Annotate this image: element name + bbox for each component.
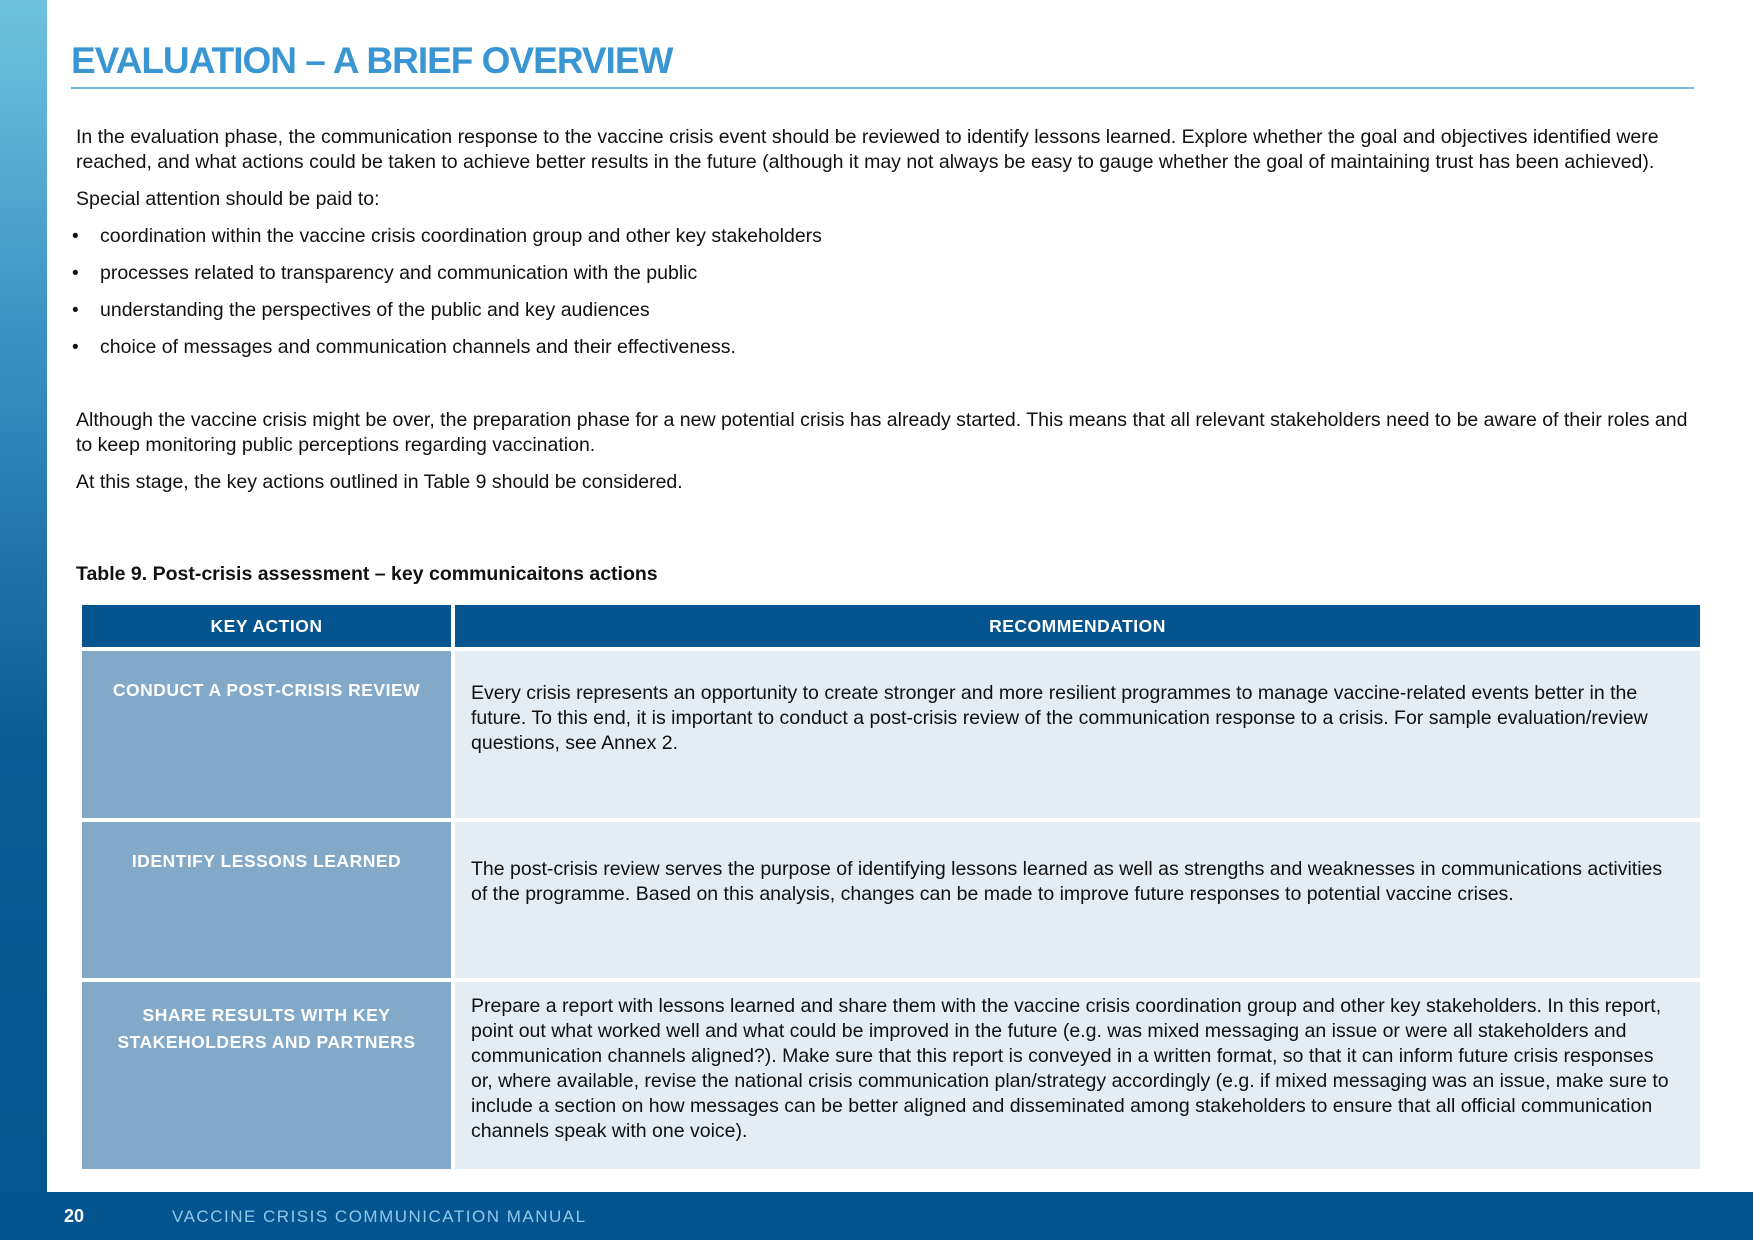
table-row [82, 651, 1700, 818]
table-row [82, 982, 1700, 1169]
page-title: EVALUATION – A BRIEF OVERVIEW [71, 40, 673, 81]
title-underline [71, 87, 1694, 89]
table-header-row [82, 605, 1700, 647]
key-actions-table [78, 601, 1704, 1173]
recommendation-cell: The post-crisis review serves the purpose of identifying lessons learned as well as strengths and weaknesses in communications activities of the programme. Based on this analysis, changes can be made to improve future responses to potential vaccine crises. [455, 822, 1700, 978]
list-item: • processes related to transparency and communication with the public [72, 262, 698, 284]
page-footer [0, 1192, 1753, 1240]
side-accent-bar [0, 0, 47, 1240]
header-key-action: KEY ACTION [82, 605, 451, 647]
recommendation-cell: Every crisis represents an opportunity to create stronger and more resilient programmes to manage vaccine-related events better in the future. To this end, it is important to conduct a post-crisis review of the communication response to a crisis. For sample evaluation/review questions, see Annex 2. [455, 651, 1700, 818]
key-action-cell: CONDUCT A POST-CRISIS REVIEW [82, 651, 451, 818]
header-recommendation: RECOMMENDATION [455, 605, 1700, 647]
key-actions-paragraph: At this stage, the key actions outlined in Table 9 should be considered. [76, 471, 683, 493]
key-action-cell: IDENTIFY LESSONS LEARNED [82, 822, 451, 978]
bullet-icon: • [72, 226, 79, 247]
document-title: VACCINE CRISIS COMMUNICATION MANUAL [172, 1207, 587, 1226]
recommendation-cell: Prepare a report with lessons learned and share them with the vaccine crisis coordination group and other key stakeholders. In this report, point out what worked well and what could be improved in the future (e.g. was mixed messaging an issue or were all stakeholders and communication channels aligned?). Make sure that this report is conveyed in a written format, so that it can inform future crisis responses or, where available, revise the national crisis communication plan/strategy accordingly (e.g. if mixed messaging was an issue, make sure to include a section on how messages can be better aligned and disseminated among stakeholders to ensure that all official communication channels speak with one voice). [455, 982, 1700, 1169]
table-caption: Table 9. Post-crisis assessment – key communicaitons actions [76, 563, 658, 585]
key-action-cell: SHARE RESULTS WITH KEY STAKEHOLDERS AND PARTNERS [82, 982, 451, 1169]
attention-list [72, 224, 1696, 360]
intro-paragraph: In the evaluation phase, the communication response to the vaccine crisis event should be reviewed to identify lessons learned. Explore whether the goal and objectives identified were reached, and what actions could be taken to achieve better results in the future (although it may not always be easy to gauge whether the goal of maintaining trust has been achieved). [76, 126, 1659, 173]
list-item: • understanding the perspectives of the public and key audiences [72, 299, 650, 321]
special-attention-text: Special attention should be paid to: [76, 188, 380, 210]
preparation-paragraph: Although the vaccine crisis might be over, the preparation phase for a new potential crisis has already started. This means that all relevant stakeholders need to be aware of their roles and to keep monitoring public perceptions regarding vaccination. [76, 409, 1688, 456]
bullet-icon: • [72, 300, 79, 321]
body-content [72, 125, 1696, 507]
table-row [82, 822, 1700, 978]
list-item: • choice of messages and communication channels and their effectiveness. [72, 336, 736, 358]
page-number: 20 [64, 1206, 85, 1226]
list-item: • coordination within the vaccine crisis coordination group and other key stakeholders [72, 225, 822, 247]
bullet-icon: • [72, 337, 79, 358]
bullet-icon: • [72, 263, 79, 284]
